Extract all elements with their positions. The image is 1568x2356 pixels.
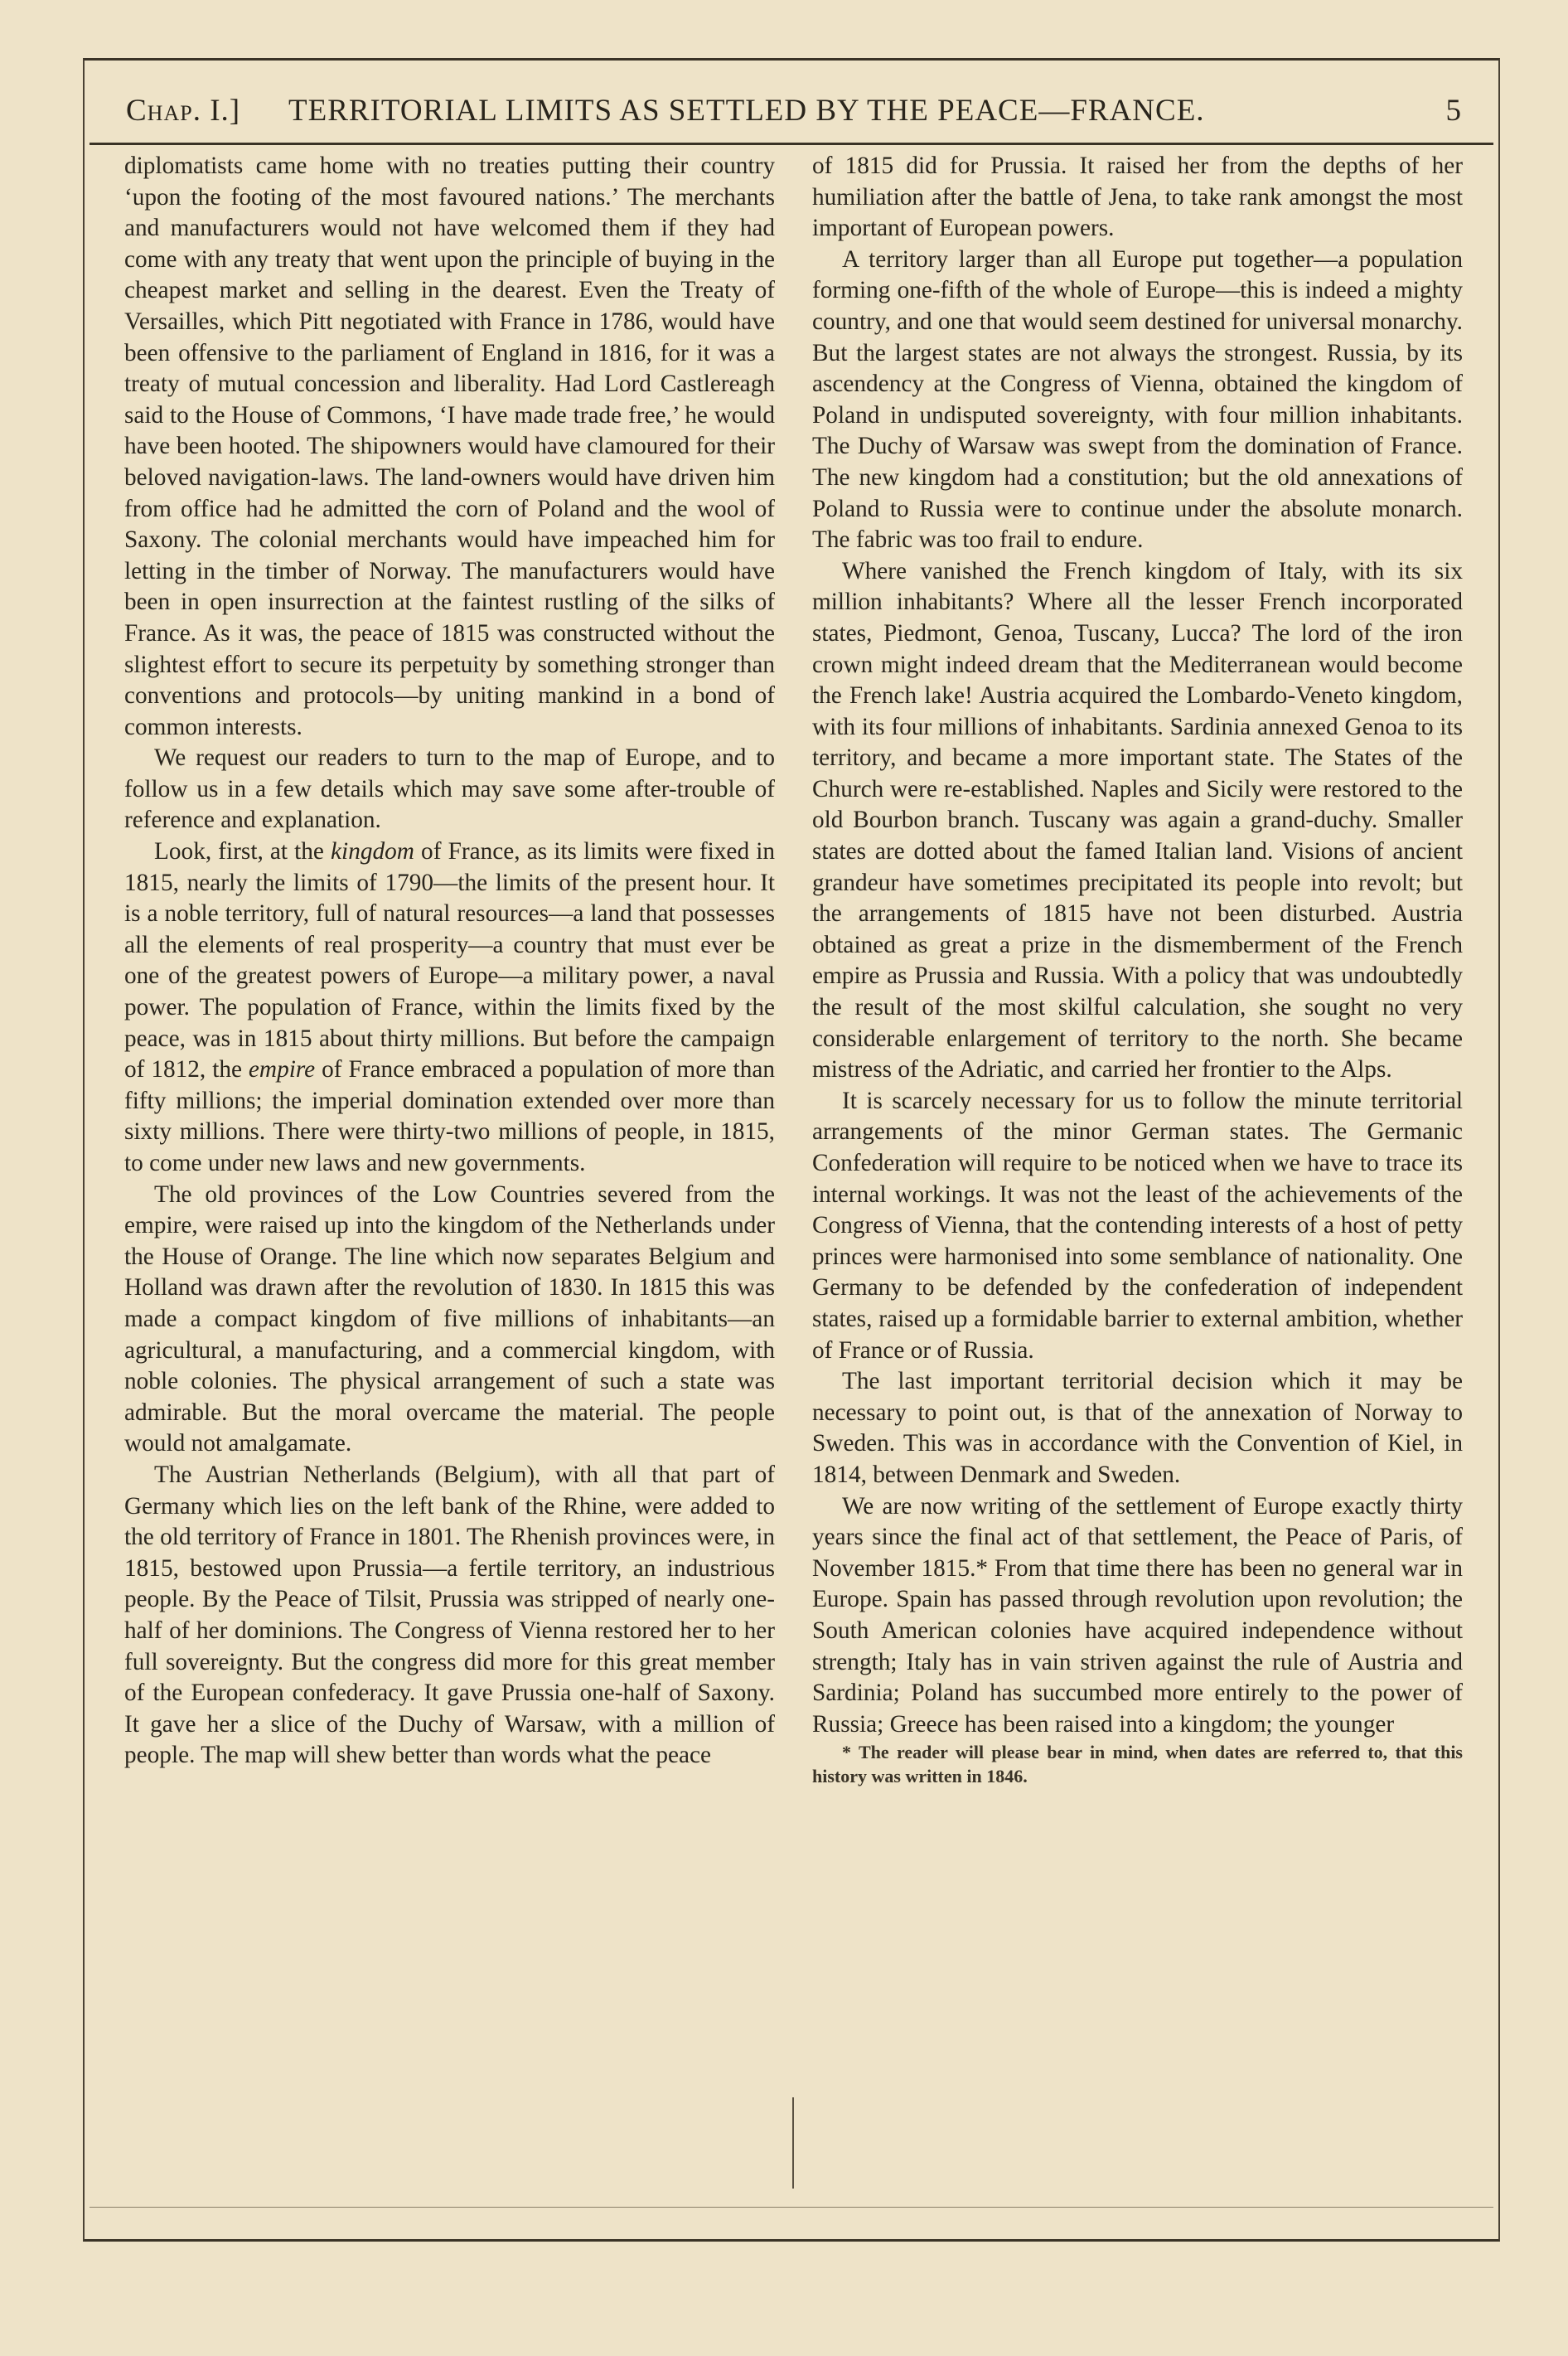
paragraph: diplomatists came home with no treaties putting their country ‘upon the footing of the most favoured nations.’ The merchants and manufacturers would not have welcomed them if they had come with any treaty that went upon the principle of buying in the cheapest market and selling in the dearest. Even the Treaty of Versailles, which Pitt negotiated with France in 1786, would have been offensive to the parliament of England in 1816, for it was a treaty of mutual concession and liberality. Had Lord Castlereagh said to the House of Commons, ‘I have made trade free,’ he would have been hooted. The shipowners would have clamoured for their beloved navigation-laws. The land-owners would have driven him from office had he admitted the corn of Poland and the wool of Saxony. The colonial merchants would have impeached him for letting in the timber of Norway. The manufacturers would have been in open insurrection at the faintest rustling of the silks of France. As it was, the peace of 1815 was constructed without the slightest effort to secure its perpetuity by something stronger than conventions and protocols—by uniting mankind in a bond of common interests. [124,153,775,740]
chapter-label: Chap. I.] [126,94,241,128]
paragraph: Where vanished the French kingdom of Italy, with its six million inhabitants? Where all the lesser French incorporated states, Piedmont, Genoa, Tuscany, Lucca? The lord of the iron crown might indeed dream that the Mediterranean would become the French lake! Austria acquired the Lombardo-Veneto kingdom, with its four millions of inhabitants. Sardinia annexed Genoa to its territory, and became a more important state. The States of the Church were re-established. Naples and Sicily were restored to the old Bourbon branch. Tuscany was again a grand-duchy. Smaller states are dotted about the famed Italian land. Visions of ancient grandeur have sometimes precipitated its people into revolt; but the arrangements of 1815 have not been disturbed. Austria obtained as great a prize in the dismemberment of the French empire as Prussia and Russia. With a policy that was undoubtedly the result of the most skilful calculation, she sought no very considerable enlargement of territory to the north. She became mistress of the Adriatic, and carried her frontier to the Alps. [812,557,1463,1083]
footer-rule [90,2207,1493,2208]
paragraph: The old provinces of the Low Countries severed from the empire, were raised up into the kingdom of the Netherlands under the House of Orange. The line which now separates Belgium and Holland was drawn after the revolution of 1830. In 1815 this was made a compact kingdom of five millions of inhabitants—an agricultural, a manufacturing, and a commercial kingdom, with noble colonies. The physical arrangement of such a state was admirable. But the moral overcame the material. The people would not amalgamate. [124,1180,775,1457]
paragraph: of 1815 did for Prussia. It raised her from the depths of her humiliation after the battle of Jena, to take rank amongst the most important of European powers. [812,153,1463,242]
footnote: * The reader will please bear in mind, when dates are referred to, that this history was written in 1846. [812,1742,1463,1787]
right-column [812,151,1463,2190]
paragraph: We are now writing of the settlement of Europe exactly thirty years since the final act of that settlement, the Peace of Paris, of November 1815.* From that time there has been no general war in Europe. Spain has passed through revolution upon revolution; the South American colonies have acquired independence without strength; Italy has in vain striven against the rule of Austria and Sardinia; Poland has succumbed more entirely to the power of Russia; Greece has been raised into a kingdom; the younger [812,1492,1463,1738]
paragraph [124,836,775,1180]
emphasis-text: empire [248,1056,316,1083]
paragraph: A territory larger than all Europe put together—a population forming one-fifth of the whole of Europe—this is indeed a mighty country, and one that would seem destined for universal monarchy. But the largest states are not always the strongest. Russia, by its ascendency at the Congress of Vienna, obtained the kingdom of Poland in undisputed sovereignty, with four million inhabitants. The Duchy of Warsaw was swept from the domination of France. The new kingdom had a constitution; but the old annexations of Poland to Russia were to continue under the absolute monarch. The fabric was too frail to endure. [812,245,1463,554]
running-title: TERRITORIAL LIMITS AS SETTLED BY THE PEACE—FRANCE. [288,94,1205,128]
paragraph-text: Look, first, at the [154,838,332,865]
column-divider [792,2097,794,2189]
paragraph: The Austrian Netherlands (Belgium), with all that part of Germany which lies on the left bank of the Rhine, were added to the old territory of France in 1801. The Rhenish provinces were, in 1815, bestowed upon Prussia—a fertile territory, an industrious people. By the Peace of Tilsit, Prussia was stripped of nearly one-half of her dominions. The Congress of Vienna restored her to her full sovereignty. But the congress did more for this great member of the European confederacy. It gave Prussia one-half of Saxony. It gave her a slice of the Duchy of Warsaw, with a million of people. The map will shew better than words what the peace [124,1461,775,1769]
paragraph: The last important territorial decision which it may be necessary to point out, is that of the annexation of Norway to Sweden. This was in accordance with the Convention of Kiel, in 1814, between Denmark and Sweden. [812,1368,1463,1488]
left-column [124,151,775,2190]
running-header [90,83,1493,141]
paragraph: It is scarcely necessary for us to follow the minute territorial arrangements of the minor German states. The Germanic Confederation will require to be noticed when we have to trace its internal workings. It was not the least of the achievements of the Congress of Vienna, that the contending interests of a host of petty princes were harmonised into some semblance of nationality. One Germany to be defended by the confederation of independent states, raised up a formidable barrier to external ambition, whether of France or of Russia. [812,1087,1463,1364]
header-rule [90,143,1493,145]
emphasis-text: kingdom [331,838,414,865]
paragraph-text: of France, as its limits were fixed in 1815, nearly the limits of 1790—the limits of the present hour. It is a noble territory, full of natural resources—a land that possesses all the elements of real prosperity—a country that must ever be one of the greatest powers of Europe—a military power, a naval power. The population of France, within the limits fixed by the peace, was in 1815 about thirty millions. But before the campaign of 1812, the [124,838,775,1083]
paragraph-text: of France embraced a population of more than fifty millions; the imperial domination extended over more than sixty millions. There were thirty-two millions of people, in 1815, to come under new laws and new governments. [124,1056,775,1176]
paragraph: We request our readers to turn to the map of Europe, and to follow us in a few details which may save some after-trouble of reference and explanation. [124,744,775,834]
page-number: 5 [1445,94,1462,128]
